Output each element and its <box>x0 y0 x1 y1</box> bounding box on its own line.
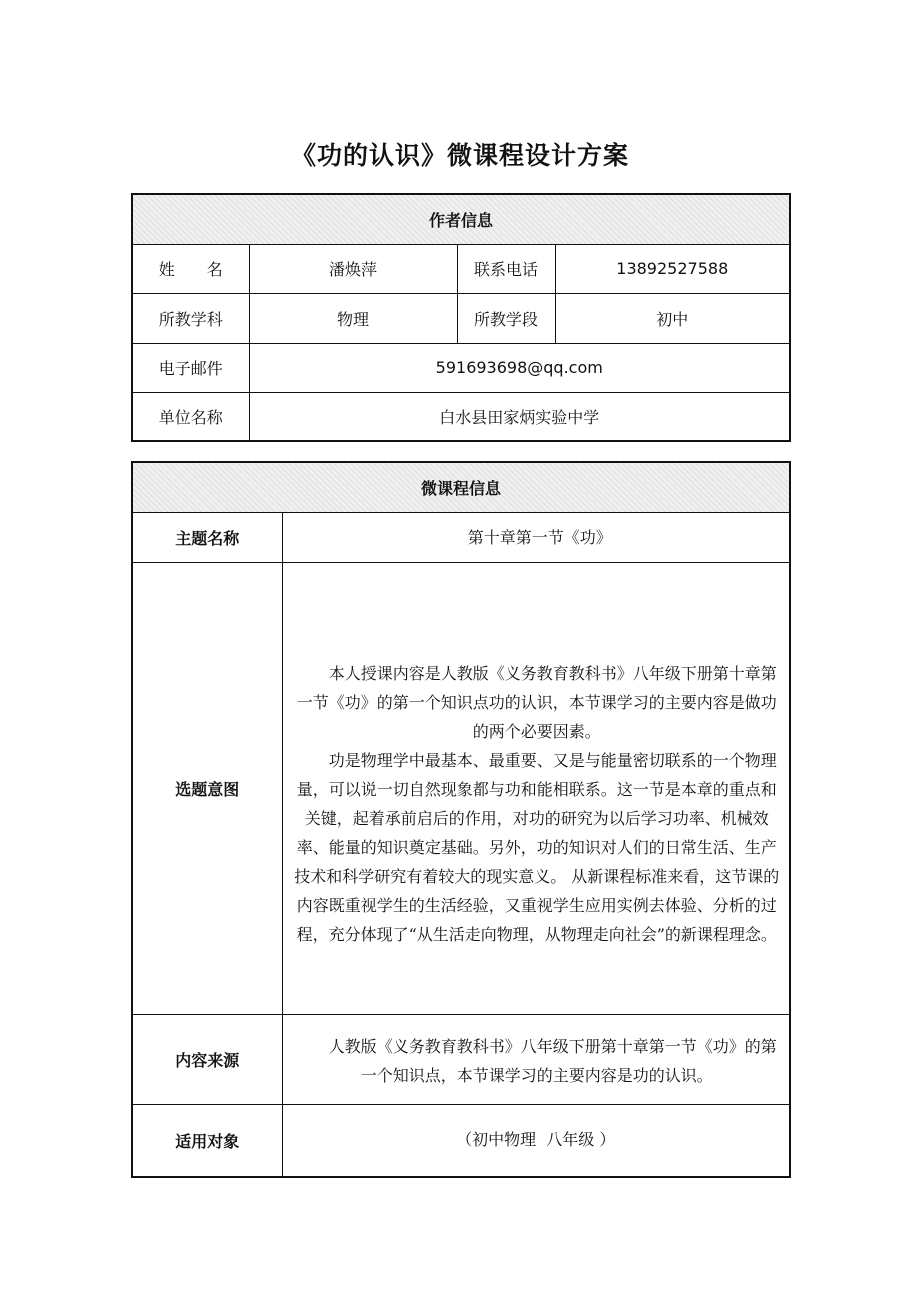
source-content <box>282 1014 790 1104</box>
document-title: 《功的认识》微课程设计方案 <box>290 141 629 170</box>
intent-paragraph: 功是物理学中最基本、最重要、又是与能量密切联系的一个物理量，可以说一切自然现象都与功和能相联系。这一节是本章的重点和关键，起着承前启后的作用，对功的研究为以后学习功率、机械效率、能量的知识奠定基础。另外，功的知识对人们的日常生活、生产技术和科学研究有着较大的现实意义。 从新课程标准来看，这节课的内容既重视学生的生活经验，又重视学生应用实例去体验、分析的过程，充分体现了“从生活走向物理，从物理走向社会”的新课程理念。 <box>294 751 780 944</box>
stage-label: 所教学段 <box>457 293 555 343</box>
stage-value: 初中 <box>555 293 790 343</box>
name-label: 姓 名 <box>132 244 249 293</box>
email-label: 电子邮件 <box>132 343 249 392</box>
topic-label: 主题名称 <box>132 512 282 562</box>
unit-value: 白水县田家炳实验中学 <box>249 392 790 441</box>
intent-label: 选题意图 <box>132 562 282 1014</box>
audience-value: （初中物理 八年级 ） <box>282 1104 790 1177</box>
topic-value: 第十章第一节《功》 <box>282 512 790 562</box>
unit-label: 单位名称 <box>132 392 249 441</box>
subject-value: 物理 <box>249 293 457 343</box>
phone-label: 联系电话 <box>457 244 555 293</box>
phone-value: 13892527588 <box>555 244 790 293</box>
author-info-header: 作者信息 <box>132 194 790 244</box>
intent-paragraph: 本人授课内容是人教版《义务教育教科书》八年级下册第十章第一节《功》的第一个知识点功的认识，本节课学习的主要内容是做功的两个必要因素。 <box>296 664 777 741</box>
intent-content <box>282 562 790 1014</box>
subject-label: 所教学科 <box>132 293 249 343</box>
name-value: 潘焕萍 <box>249 244 457 293</box>
course-info-header: 微课程信息 <box>132 462 790 512</box>
course-info-table <box>131 461 791 1178</box>
audience-label: 适用对象 <box>132 1104 282 1177</box>
email-value: 591693698@qq.com <box>249 343 790 392</box>
source-value: 人教版《义务教育教科书》八年级下册第十章第一节《功》的第一个知识点，本节课学习的主要内容是功的认识。 <box>328 1037 777 1085</box>
source-label: 内容来源 <box>132 1014 282 1104</box>
author-info-table <box>131 193 791 442</box>
